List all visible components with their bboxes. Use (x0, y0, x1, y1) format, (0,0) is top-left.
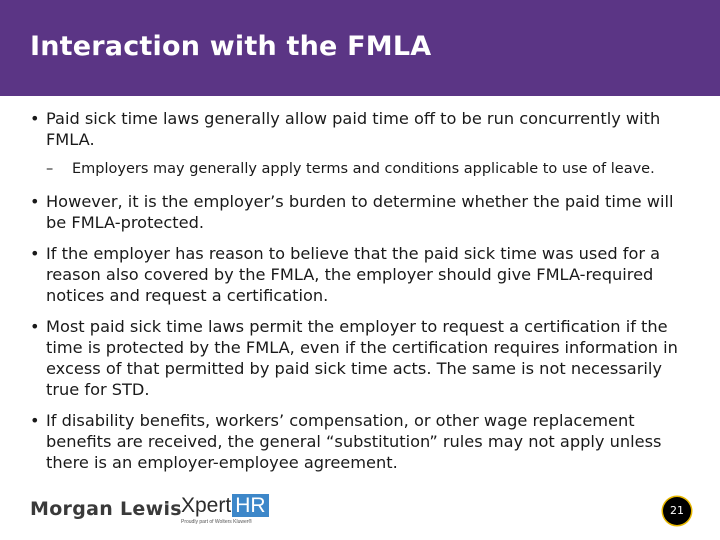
xperthr-wordmark (181, 494, 269, 518)
bullet-marker: • (30, 244, 40, 263)
bullet-marker: • (30, 411, 40, 430)
hr-badge: HR (232, 494, 268, 517)
morgan-lewis-logo: Morgan Lewis (30, 498, 182, 520)
bullet-item (30, 191, 690, 233)
bullet-text: If disability benefits, workers’ compensation, or other wage replacement benefits are received, the general “substitution” rules may not apply unless there is an employer-employee agreement. (46, 411, 662, 472)
bullet-text: However, it is the employer’s burden to determine whether the paid time will be FMLA-protected. (46, 192, 674, 232)
page-number: 21 (663, 497, 691, 525)
bullet-marker: • (30, 109, 40, 128)
bullet-item (30, 410, 690, 473)
title-bar (0, 0, 720, 96)
bullet-item (30, 316, 690, 400)
bullet-item (30, 243, 690, 306)
sub-bullet-item (46, 160, 690, 179)
sub-bullet-text: Employers may generally apply terms and conditions applicable to use of leave. (72, 161, 655, 177)
slide-body (30, 108, 690, 483)
slide-title: Interaction with the FMLA (30, 31, 432, 62)
xperthr-tagline: Proudly part of Wolters Kluwer® (181, 519, 253, 525)
xpert-text: Xpert (181, 494, 232, 517)
bullet-item (30, 108, 690, 150)
sub-bullet-marker: – (46, 161, 54, 177)
bullet-marker: • (30, 192, 40, 211)
bullet-text: If the employer has reason to believe that the paid sick time was used for a reason also covered by the FMLA, the employer should give FMLA-required notices and request a certification. (46, 244, 661, 305)
bullet-marker: • (30, 317, 40, 336)
bullet-text: Most paid sick time laws permit the employer to request a certification if the time is protected by the FMLA, even if the certification requires information in excess of that permitted by paid sick time acts. The same is not necessarily true for STD. (46, 317, 678, 399)
bullet-text: Paid sick time laws generally allow paid time off to be run concurrently with FMLA. (46, 109, 661, 149)
